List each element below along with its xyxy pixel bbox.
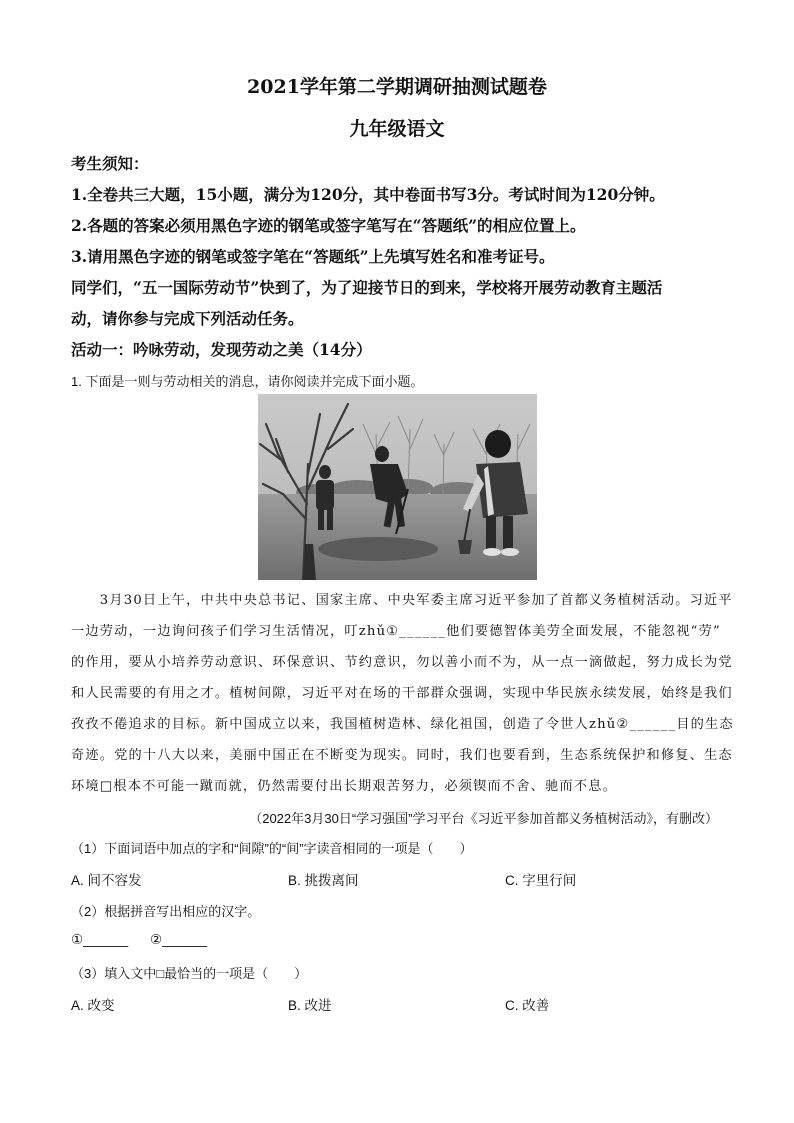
- article-line-2: 一边劳动，一边询问孩子们学习生活情况，叮zhǔ①______他们要德智体美劳全面发展，不能忽视“劳”: [71, 624, 721, 639]
- notice-item-3: 3.请用黑色字迹的钢笔或签字笔在“答题纸”上先填写姓名和准考证号。: [71, 247, 555, 266]
- sub1-option-b: B. 挑拨离间: [288, 873, 359, 888]
- sub-question-3: （3）填入文中□最恰当的一项是（ ）: [71, 966, 308, 981]
- tree-planting-photo: [258, 394, 537, 580]
- sub3-option-a: A. 改变: [71, 998, 115, 1013]
- notice-heading: 考生须知：: [71, 154, 149, 173]
- sub1-option-c: C. 字里行间: [505, 873, 577, 888]
- answer-blank-2: ②______: [150, 932, 208, 947]
- article-source: （2022年3月30日“学习强国”学习平台《习近平参加首都义务植树活动》，有删改）: [249, 811, 718, 826]
- sub3-option-c: C. 改善: [505, 998, 550, 1013]
- article-line-6: 奇迹。党的十八大以来，美丽中国正在不断变为现实。同时，我们也要看到，生态系统保护和修复、生态: [71, 748, 733, 763]
- notice-item-2: 2.各题的答案必须用黑色字迹的钢笔或签字笔写在“答题纸”的相应位置上。: [71, 216, 586, 235]
- activity-heading: 活动一：吟咏劳动，发现劳动之美（14分）: [71, 340, 372, 359]
- article-line-7: 环境□根本不可能一蹴而就，仍然需要付出长期艰苦努力，必须锲而不舍、驰而不息。: [71, 779, 617, 794]
- sub-question-2: （2）根据拼音写出相应的汉字。: [71, 904, 261, 919]
- exam-title: 2021学年第二学期调研抽测试题卷: [247, 76, 547, 98]
- subject-title: 九年级语文: [349, 118, 445, 140]
- sub3-option-b: B. 改进: [288, 998, 332, 1013]
- question-1-intro: 1. 下面是一则与劳动相关的消息，请你阅读并完成下面小题。: [71, 374, 424, 389]
- article-line-1: 3月30日上午，中共中央总书记、国家主席、中央军委主席习近平参加了首都义务植树活动。习近平: [71, 593, 733, 608]
- article-line-3: 的作用，要从小培养劳动意识、环保意识、节约意识，勿以善小而不为，从一点一滴做起，努力成长为党: [71, 655, 733, 670]
- sub1-option-a: A. 间不容发: [71, 873, 142, 888]
- article-line-5: 孜孜不倦追求的目标。新中国成立以来，我国植树造林、绿化祖国，创造了令世人zhǔ②______目的生态: [71, 717, 734, 732]
- sub-question-1: （1）下面词语中加点的字和“间隙”的“间”字读音相同的一项是（ ）: [71, 841, 473, 856]
- intro-line-2: 动，请你参与完成下列活动任务。: [71, 309, 304, 328]
- notice-item-1: 1.全卷共三大题，15小题，满分为120分，其中卷面书写3分。考试时间为120分钟。: [71, 185, 665, 204]
- answer-blank-1: ①______: [71, 932, 129, 947]
- intro-line-1: 同学们，“五一国际劳动节”快到了，为了迎接节日的到来，学校将开展劳动教育主题活: [71, 278, 663, 297]
- article-line-4: 和人民需要的有用之才。植树间隙，习近平对在场的干部群众强调，实现中华民族永续发展，始终是我们: [71, 686, 733, 701]
